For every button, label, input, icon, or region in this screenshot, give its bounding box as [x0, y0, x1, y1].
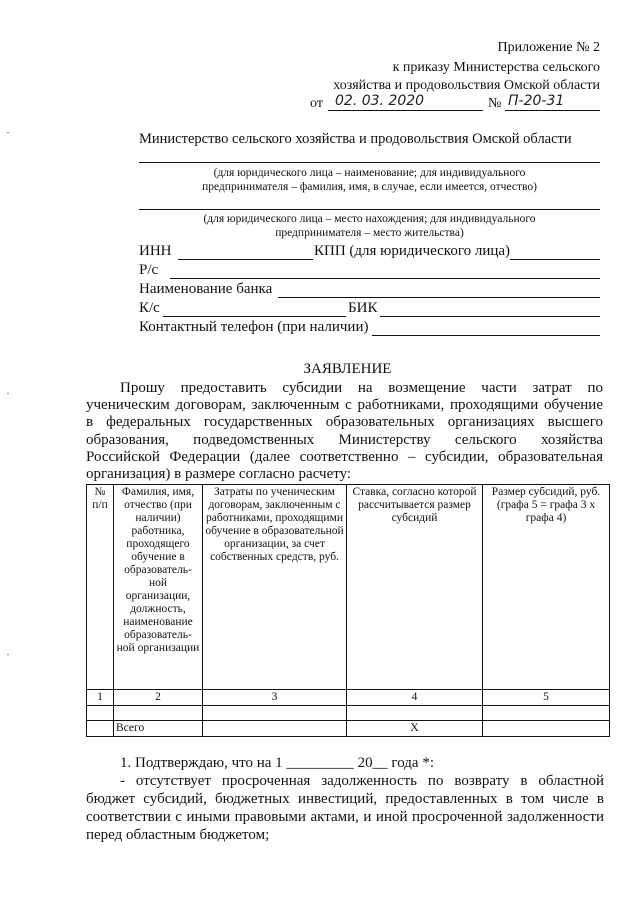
margin-mark	[7, 654, 9, 655]
confirm-line-1: 1. Подтверждаю, что на 1 _________ 20__ года *:	[120, 755, 434, 771]
table-row-total	[87, 721, 610, 737]
confirm-bullet-2: бюджет субсидий, бюджетных инвестиций, предоставленных в том числе в	[86, 791, 604, 807]
col-number-2: 2	[114, 690, 203, 706]
table-cell	[114, 706, 203, 721]
confirm-bullet-4: перед областным бюджетом;	[86, 827, 270, 843]
col-header-costs: Затраты по ученическим договорам, заключенным с работниками, проходящими обучение в образовательной организации, за счет собственных средств, руб.	[203, 485, 347, 690]
table-header-row	[87, 485, 610, 690]
hint-address-1: (для юридического лица – место нахождения; для индивидуального	[203, 213, 536, 225]
table-row-empty	[87, 706, 610, 721]
col-header-subsidy: Размер субсидий, руб. (графа 5 = графа 3 х графа 4)	[483, 485, 610, 690]
table-cell	[483, 706, 610, 721]
date-underline	[328, 110, 483, 111]
date-value: 02. 03. 2020	[335, 93, 425, 109]
col-number-1: 1	[87, 690, 114, 706]
statement-line-2: ученическим договорам, заключенным с работниками, проходящими обучение	[86, 397, 603, 413]
ks-label: К/с	[139, 300, 160, 316]
statement-line-6: организация) в размере согласно расчету:	[86, 466, 352, 482]
col-header-employee: Фамилия, имя, отчество (при наличии) работника, проходящего обучение в образователь-ной организации, должность, наименование образователь-ной организации	[114, 485, 203, 690]
bank-label: Наименование банка	[139, 281, 273, 297]
rs-line	[170, 278, 600, 279]
ministry-name: Министерство сельского хозяйства и продовольствия Омской области	[139, 131, 572, 147]
bik-label: БИК	[348, 300, 378, 316]
confirm-bullet-1: - отсутствует просроченная задолженность по возврату в областной	[120, 773, 604, 789]
hint-name-2: предпринимателя – фамилия, имя, в случае, если имеется, отчество)	[202, 181, 537, 193]
col-number-4: 4	[347, 690, 483, 706]
number-value: П-20-31	[508, 93, 565, 109]
table-cell	[347, 706, 483, 721]
statement-line-3: в федеральных государственных образовательных организациях высшего	[86, 414, 603, 430]
hint-address-2: предпринимателя – место жительства)	[275, 227, 464, 239]
inn-label: ИНН	[139, 243, 172, 259]
statement-line-4: образования, подведомственных Министерству сельского хозяйства	[86, 432, 603, 448]
bank-line	[278, 297, 600, 298]
applicant-address-line	[139, 209, 600, 210]
table-cell	[87, 721, 114, 737]
kpp-label: КПП (для юридического лица)	[314, 243, 511, 259]
table-cell	[203, 721, 347, 737]
date-prefix: от	[310, 96, 323, 111]
margin-mark	[7, 393, 9, 394]
col-header-rate: Ставка, согласно которой рассчитывается размер субсидий	[347, 485, 483, 690]
confirm-bullet-3: соответствии с иными правовыми актами, и иной просроченной задолженности	[86, 809, 604, 825]
appendix-line1: к приказу Министерства сельского	[392, 60, 600, 75]
margin-mark	[7, 132, 9, 133]
number-underline	[505, 110, 600, 111]
total-label: Всего	[114, 721, 203, 737]
hint-name-1: (для юридического лица – наименование; для индивидуального	[213, 167, 526, 179]
col-header-number: № п/п	[87, 485, 114, 690]
number-prefix: №	[488, 96, 502, 111]
bik-line	[380, 316, 600, 317]
table-cell	[203, 706, 347, 721]
statement-line-5: Российской Федерации (далее соответственно – субсидии, образовательная	[86, 449, 603, 465]
ks-line	[163, 316, 346, 317]
kpp-line	[510, 259, 600, 260]
statement-title: ЗАЯВЛЕНИЕ	[303, 361, 392, 377]
table-row-column-numbers	[87, 690, 610, 706]
calculation-table	[86, 484, 610, 737]
phone-line	[372, 335, 600, 336]
total-rate-mark: Х	[347, 721, 483, 737]
table-cell	[87, 706, 114, 721]
rs-label: Р/с	[139, 262, 159, 278]
col-number-5: 5	[483, 690, 610, 706]
applicant-name-line	[139, 162, 600, 163]
inn-line	[178, 259, 313, 260]
statement-line-1: Прошу предоставить субсидии на возмещение части затрат по	[120, 380, 603, 396]
appendix-title: Приложение № 2	[497, 40, 600, 55]
col-number-3: 3	[203, 690, 347, 706]
appendix-line2: хозяйства и продовольствия Омской области	[333, 78, 600, 93]
table-cell	[483, 721, 610, 737]
phone-label: Контактный телефон (при наличии)	[139, 319, 369, 335]
